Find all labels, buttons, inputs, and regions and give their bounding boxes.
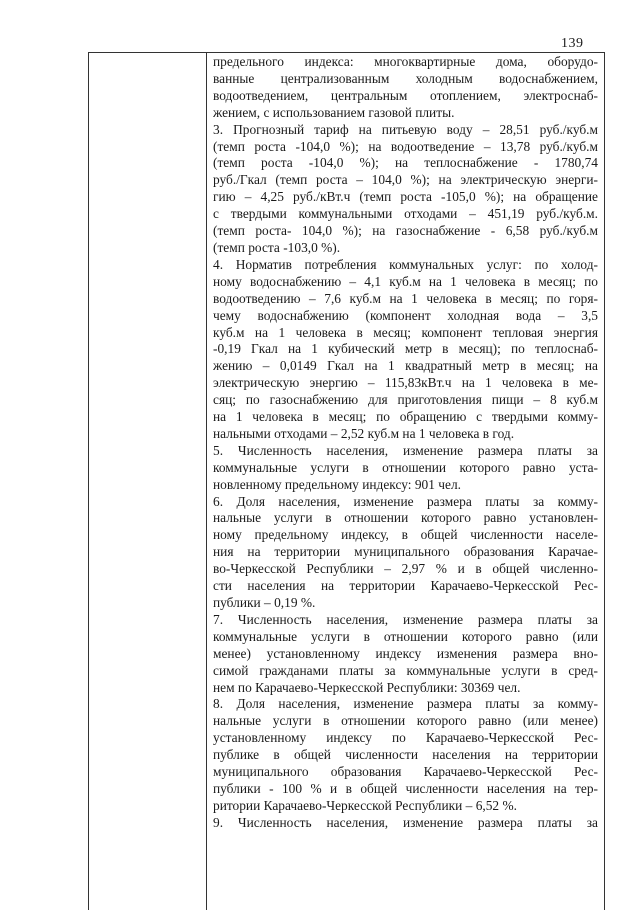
text-line: 5. Численность населения, изменение размера платы за xyxy=(213,442,598,458)
text-line: водоотведением, центральным отоплением, электроснаб- xyxy=(213,87,598,103)
table-left-column xyxy=(89,53,207,910)
paragraph xyxy=(213,612,598,697)
text-line: публике в общей численности населения на территории xyxy=(213,747,598,763)
text-line: коммунальные услуги в отношении которого равно (или xyxy=(213,628,598,644)
text-line: электрическую энергию – 115,83кВт.ч на 1 человека в ме- xyxy=(213,375,598,391)
text-line: 3. Прогнозный тариф на питьевую воду – 28,51 руб./куб.м xyxy=(213,121,598,137)
text-line: -0,19 Гкал на 1 кубический метр в месяц); по теплоснаб- xyxy=(213,341,598,357)
text-line: (темп роста -104,0 %); на теплоснабжение - 1780,74 xyxy=(213,155,598,171)
text-line: ния на территории муниципального образования Карачае- xyxy=(213,544,598,560)
text-line: сяц; по газоснабжению для приготовления пищи – 8 куб.м xyxy=(213,392,598,408)
text-line: менее) установленному индексу изменения размера вно- xyxy=(213,645,598,661)
text-line: 7. Численность населения, изменение размера платы за xyxy=(213,611,598,627)
text-line: нем по Карачаево-Черкесской Республики: 30369 чел. xyxy=(213,679,521,695)
page-number: 139 xyxy=(561,36,584,51)
text-line: руб./Гкал (темп роста – 104,0 %); на электрическую энерги- xyxy=(213,172,598,188)
text-line: на 1 человека в месяц; по обращению с твердыми комму- xyxy=(213,409,598,425)
paragraph xyxy=(213,122,598,257)
text-line: 8. Доля населения, изменение размера платы за комму- xyxy=(213,696,598,712)
text-line: жению – 0,0149 Гкал на 1 квадратный метр в месяц; на xyxy=(213,358,598,374)
text-line: (темп роста- 104,0 %); на газоснабжение - 6,58 руб./куб.м xyxy=(213,223,598,239)
text-line: 9. Численность населения, изменение размера платы за xyxy=(213,814,598,830)
text-line: установленному индексу по Карачаево-Черкесской Рес- xyxy=(213,730,598,746)
text-line: ванные централизованным холодным водоснабжением, xyxy=(213,70,598,86)
text-line: сти населения на территории Карачаево-Черкесской Рес- xyxy=(213,578,598,594)
text-line: (темп роста -104,0 %); на водоотведение – 13,78 руб./куб.м xyxy=(213,138,598,154)
text-line: ритории Карачаево-Черкесской Республики – 6,52 %. xyxy=(213,797,517,813)
text-line: нальные услуги в отношении которого равно (или менее) xyxy=(213,713,598,729)
text-line: муниципального образования Карачаево-Черкесской Рес- xyxy=(213,764,598,780)
text-line: ному предельному индексу, в общей численности населе- xyxy=(213,527,598,543)
text-line: водоотведению – 7,6 куб.м на 1 человека в месяц; по горя- xyxy=(213,290,598,306)
text-line: во-Черкесской Республики – 2,97 % и в общей численно- xyxy=(213,561,598,577)
text-line: чему водоснабжению (компонент холодная вода – 3,5 xyxy=(213,307,598,323)
text-line: куб.м на 1 человека в месяц; компонент тепловая энергия xyxy=(213,324,598,340)
text-line: предельного индекса: многоквартирные дома, оборудо- xyxy=(213,54,598,69)
text-line: публики - 100 % и в общей численности населения на тер- xyxy=(213,780,598,796)
text-line: симой гражданами платы за коммунальные услуги в сред- xyxy=(213,662,598,678)
text-line: коммунальные услуги в отношении которого равно уста- xyxy=(213,459,598,475)
paragraph xyxy=(213,257,598,443)
paragraph xyxy=(213,443,598,494)
paragraph xyxy=(213,494,598,612)
text-line: нальные услуги в отношении которого равно установлен- xyxy=(213,510,598,526)
text-line: публики – 0,19 %. xyxy=(213,595,316,610)
text-line: с твердыми коммунальными отходами – 451,19 руб./куб.м. xyxy=(213,206,598,222)
document-table xyxy=(88,52,605,910)
text-line: жением, с использованием газовой плиты. xyxy=(213,104,455,120)
text-line: нальными отходами – 2,52 куб.м на 1 человека в год. xyxy=(213,425,515,441)
table-right-column xyxy=(207,53,604,910)
text-line: (темп роста -103,0 %). xyxy=(213,239,341,255)
paragraph xyxy=(213,696,598,814)
paragraph xyxy=(213,815,598,832)
text-line: 4. Норматив потребления коммунальных услуг: по холод- xyxy=(213,256,598,272)
paragraph xyxy=(213,54,598,122)
text-line: 6. Доля населения, изменение размера платы за комму- xyxy=(213,493,598,509)
text-line: гию – 4,25 руб./кВт.ч (темп роста -105,0 %); на обращение xyxy=(213,189,598,205)
text-line: ному водоснабжению – 4,1 куб.м на 1 человека в месяц; по xyxy=(213,273,598,289)
text-line: новленному предельному индексу: 901 чел. xyxy=(213,476,461,492)
